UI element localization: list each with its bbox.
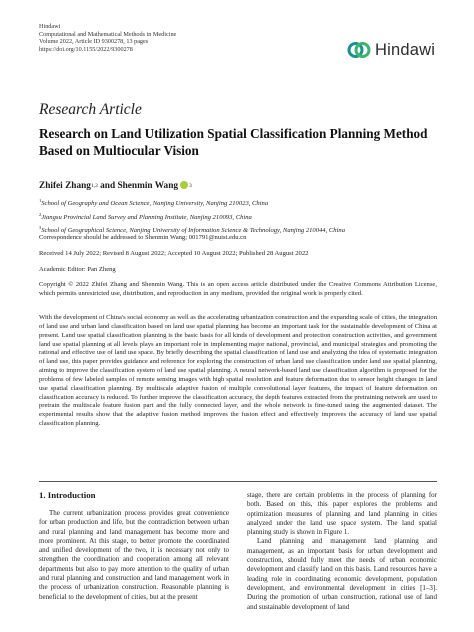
author-affiliation-marker: 3 [189,183,192,189]
journal-title: Computational and Mathematical Methods in Medicine [39,30,177,38]
author-name[interactable]: Zhifei Zhang [39,181,91,191]
author-affiliation-marker: 1,2 [90,183,98,189]
body-text-right-column [247,491,437,612]
article-type: Research Article [39,101,142,118]
affiliation-line: $^3$School of Geographical Science, Nanjing University of Information Science & Technology, Nanjing 210044, China [39,225,346,235]
section-heading: 1. Introduction [39,490,96,500]
affiliation-line: $^1$School of Geography and Ocean Science, Nanjing University, Nanjing 210023, China [39,198,269,208]
logo-text: Hindawi [375,40,436,59]
body-paragraph: stage, there are certain problems in the process of planning for both. Based on this, this paper explores the problems and optimization measures of planning and land planning in cities analyzed under the land use space system. The land spatial planning study is shown in Figure 1. [247,491,437,537]
journal-doi[interactable]: https://doi.org/10.1155/2022/9300278 [39,45,133,53]
author-list [39,180,192,191]
abstract: With the development of China's social economy as well as the accelerating urbanization construction and the expanding scale of cities, the integration of land use and urban land classification based on land use spatial planning has become an important task for the sustainable development of China at present. Land use spatial classification planning is the basic basis for all kinds of development and protection construction activities, and government land use spatial planning at all levels plays an important role in implementing major national, provincial, and municipal strategies and promoting the rational and effective use of land use space. By briefly describing the spatial classification of land use and analyzing the idea of systematic integration of land use, this paper provides guidance and reference for exploring the construction of urban land use classification under land use spatial planning, aiming to improve the classification system of land use spatial planning. A neural network-based land use classification algorithm is proposed for the problems of few labeled samples of remote sensing images with high spatial resolution and feature deformation due to sensor height changes in land use spatial classification planning. By multiscale adaptive fusion of multiple convolutional layer features, the impact of feature deformation on classification accuracy is reduced. To further improve the classification accuracy, the depth features extracted from the pretraining network are used to pretrain the multiscale feature fusion part and the fully connected layer, and the whole network is fine-tuned using the augmented dataset. The experimental results show that the adaptive fusion method improves the fusion effect and effectively improves the accuracy of land use spatial classification planning. [39,314,437,428]
affiliations [39,196,345,237]
correspondence[interactable]: Correspondence should be addressed to Shenmin Wang; 001791@nuist.edu.cn [39,234,247,241]
paper-title: Research on Land Utilization Spatial Classification Planning Method Based on Multiocular Vision [39,126,428,158]
author-name[interactable]: Shenmin Wang [117,181,179,191]
journal-volume: Volume 2022, Article ID 9300278, 13 pages [39,38,149,46]
hindawi-logo-icon [347,38,371,62]
hindawi-logo [347,38,435,62]
author-conjunction: and [100,181,116,191]
copyright-notice: Copyright © 2022 Zhifei Zhang and Shenmin Wang. This is an open access article distributed under the Creative Commons Attribution License, which permits unrestricted use, distribution, and reproduction in any medium, provided the original work is properly cited. [39,281,437,297]
academic-editor: Academic Editor: Pan Zheng [39,266,116,273]
affiliation-line: $^2$Jiangsu Provincial Land Survey and Planning Institute, Nanjing 210093, China [39,211,252,221]
journal-meta [39,23,176,53]
divider [39,481,437,482]
journal-publisher: Hindawi [39,23,61,30]
body-paragraph: Land planning and management land planning and management, as an important basis for urban development and construction, should fully meet the needs of urban economic development and classify land on this basis. Land resources have a leading role in coordinating economic development, population development, and environmental development in cities [1–3]. During the promotion of urban construction, rational use of land and sustainable development of land [247,537,437,611]
orcid-icon[interactable] [180,181,188,189]
publication-dates: Received 14 July 2022; Revised 8 August 2022; Accepted 10 August 2022; Published 28 August 2022 [39,250,309,257]
body-text-left-column: The current urbanization process provides great convenience for urban production and life, but the contradiction between urban and rural planning and land management has become more and more prominent. At this stage, to better promote the coordinated and unified development of the two, it is necessary not only to strengthen the coordination and cooperation among all relevant departments but also to pay more attention to the quality of urban and rural planning and construction and land management work in the process of urbanization construction. Reasonable planning is beneficial to the development of cities, but at the present [39,509,229,601]
